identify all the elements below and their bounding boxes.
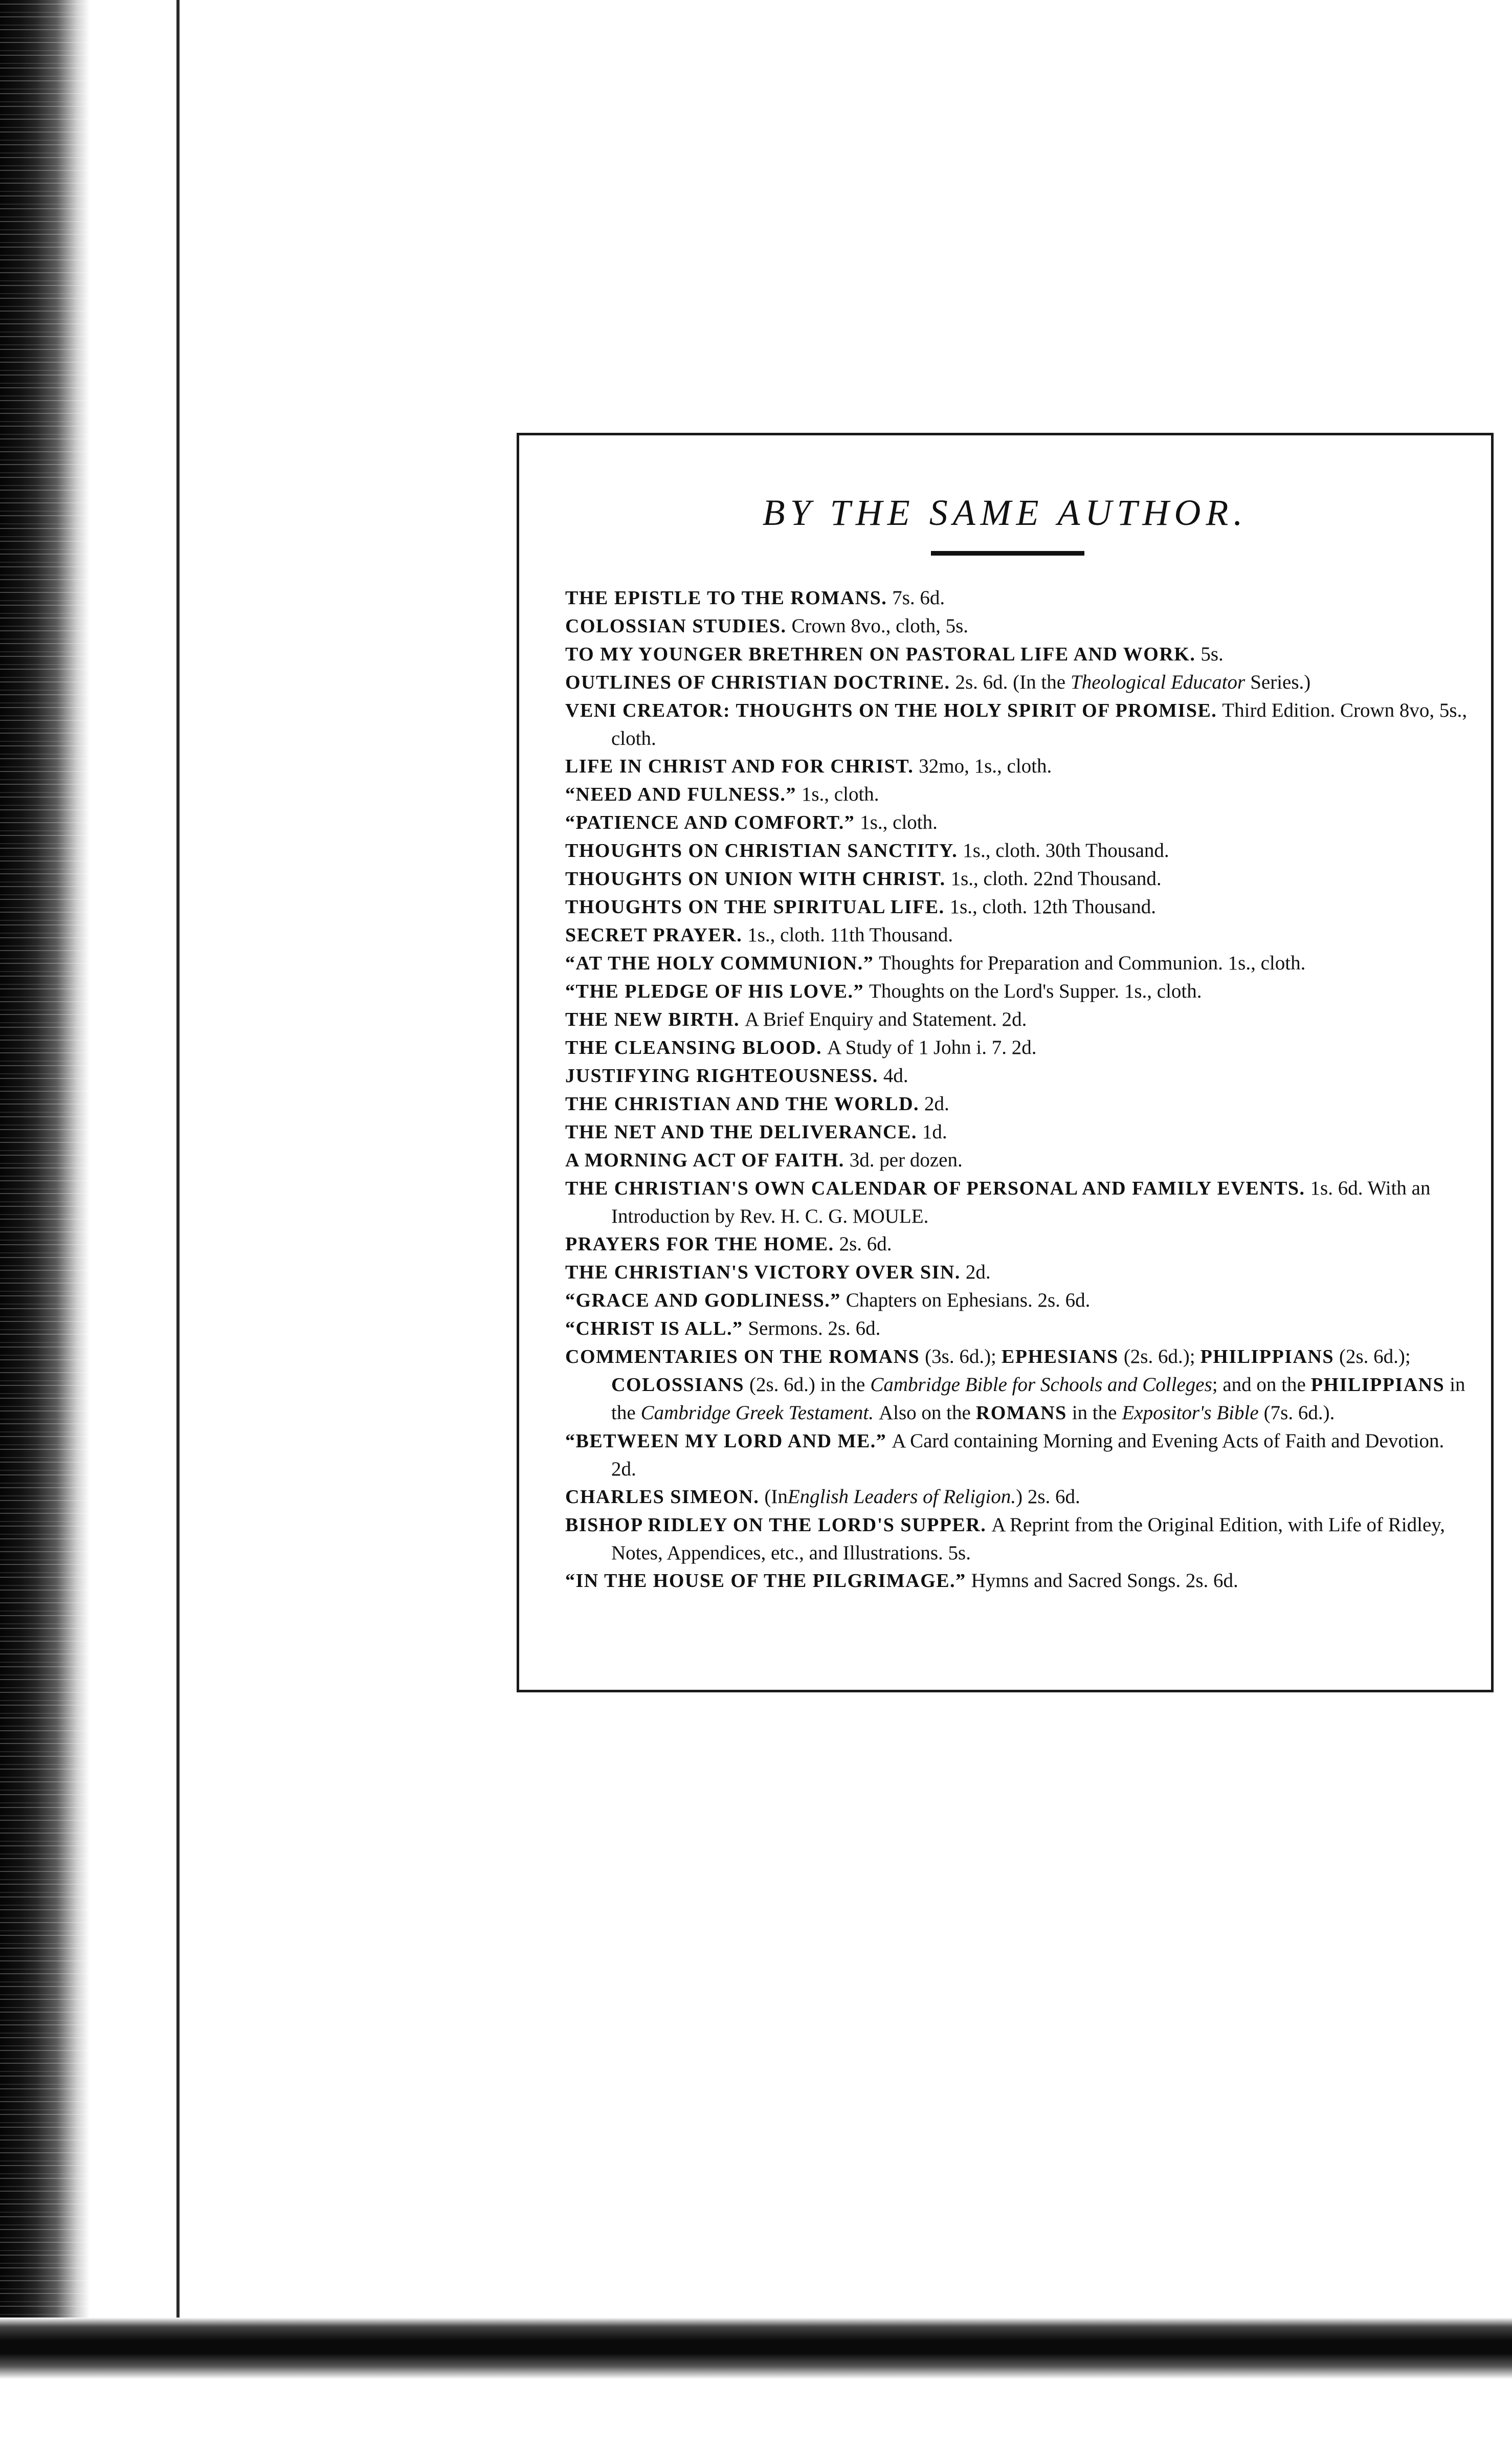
book-title: “GRACE AND GODLINESS.”	[565, 1290, 841, 1311]
book-detail: Thoughts for Preparation and Communion. 1s., cloth.	[879, 952, 1306, 974]
book-title: JUSTIFYING RIGHTEOUSNESS.	[565, 1065, 878, 1087]
book-detail: ) 2s. 6d.	[1016, 1486, 1080, 1508]
book-detail: 1s., cloth. 22nd Thousand.	[950, 868, 1162, 890]
series-name: Cambridge Bible for Schools and Colleges	[870, 1374, 1212, 1396]
list-item	[565, 977, 1471, 1005]
list-item	[565, 1090, 1471, 1118]
price: (2s. 6d.);	[1123, 1345, 1195, 1367]
book-title: PHILIPPIANS	[1310, 1374, 1445, 1396]
book-title: “BETWEEN MY LORD AND ME.”	[565, 1430, 887, 1452]
book-detail: Hymns and Sacred Songs. 2s. 6d.	[971, 1570, 1238, 1592]
book-detail: 1s. 6d. With an Introduction by Rev. H. C. G. MOULE.	[611, 1177, 1431, 1227]
book-detail: 1s., cloth. 11th Thousand.	[747, 924, 953, 946]
book-detail: 1s., cloth. 12th Thousand.	[949, 896, 1156, 918]
book-title: THOUGHTS ON UNION WITH CHRIST.	[565, 868, 946, 890]
book-title: PRAYERS FOR THE HOME.	[565, 1233, 834, 1255]
series-name: Theological Educator	[1071, 671, 1246, 693]
book-title: THE CLEANSING BLOOD.	[565, 1037, 822, 1058]
price: (2s. 6d.) in the	[749, 1374, 865, 1396]
book-detail: 3d. per dozen.	[849, 1149, 963, 1171]
list-item	[565, 1230, 1471, 1258]
book-detail: 1s., cloth.	[801, 783, 879, 805]
book-title: “NEED AND FULNESS.”	[565, 784, 796, 805]
price: (2s. 6d.);	[1339, 1345, 1411, 1367]
book-title: THE CHRISTIAN AND THE WORLD.	[565, 1093, 920, 1115]
list-item	[565, 1427, 1471, 1483]
book-title: COLOSSIAN STUDIES.	[565, 615, 787, 637]
book-detail: Sermons. 2s. 6d.	[748, 1317, 881, 1339]
book-title: BISHOP RIDLEY ON THE LORD'S SUPPER.	[565, 1514, 987, 1536]
list-item	[565, 1258, 1471, 1286]
book-title: COMMENTARIES ON THE ROMANS	[565, 1346, 920, 1367]
book-title: ROMANS	[975, 1402, 1067, 1424]
book-detail: (In	[764, 1486, 788, 1508]
list-item	[565, 1286, 1471, 1314]
list-item	[565, 1567, 1471, 1595]
list-item	[565, 752, 1471, 780]
connector-text: ; and on the	[1212, 1374, 1306, 1396]
book-detail: Crown 8vo., cloth, 5s.	[791, 615, 969, 637]
heading-rule	[931, 551, 1084, 556]
list-item	[565, 921, 1471, 949]
list-item	[565, 1314, 1471, 1342]
book-title: LIFE IN CHRIST AND FOR CHRIST.	[565, 756, 914, 777]
book-title: OUTLINES OF CHRISTIAN DOCTRINE.	[565, 672, 950, 693]
book-title: THOUGHTS ON CHRISTIAN SANCTITY.	[565, 840, 958, 862]
book-title: THE EPISTLE TO THE ROMANS.	[565, 587, 887, 609]
book-title: PHILIPPIANS	[1200, 1346, 1334, 1367]
book-title: EPHESIANS	[1001, 1346, 1119, 1367]
book-title: “IN THE HOUSE OF THE PILGRIMAGE.”	[565, 1570, 966, 1592]
connector-text: in the	[1072, 1402, 1117, 1424]
book-detail: Thoughts on the Lord's Supper. 1s., cloth.	[869, 980, 1202, 1002]
book-detail: 1s., cloth. 30th Thousand.	[963, 840, 1169, 862]
list-item	[565, 780, 1471, 808]
list-item	[565, 584, 1471, 612]
book-detail: 4d.	[883, 1065, 908, 1087]
book-detail: Series.)	[1250, 671, 1311, 693]
connector-text: Also on the	[878, 1402, 971, 1424]
book-detail: 32mo, 1s., cloth.	[919, 755, 1052, 777]
book-list	[565, 584, 1471, 1595]
price: (3s. 6d.);	[925, 1345, 996, 1367]
book-detail: A Card containing Morning and Evening Acts of Faith and Devotion. 2d.	[611, 1430, 1444, 1480]
book-detail: 7s. 6d.	[892, 587, 945, 609]
book-detail: Third Edition. Crown 8vo, 5s., cloth.	[611, 699, 1467, 749]
list-item	[565, 1146, 1471, 1174]
series-name: Cambridge Greek Testament.	[640, 1402, 874, 1424]
series-name: Expositor's Bible	[1122, 1402, 1259, 1424]
book-detail: 2d.	[924, 1093, 949, 1115]
list-item	[565, 836, 1471, 865]
page-heading: BY THE SAME AUTHOR.	[762, 492, 1248, 533]
book-title: CHARLES SIMEON.	[565, 1486, 760, 1508]
list-item	[565, 1483, 1471, 1511]
book-detail: A Reprint from the Original Edition, with Life of Ridley, Notes, Appendices, etc., and Illustrations. 5s.	[611, 1514, 1445, 1564]
book-title: “THE PLEDGE OF HIS LOVE.”	[565, 981, 864, 1002]
advertisement-box	[517, 433, 1494, 1692]
series-name: English Leaders of Religion.	[787, 1486, 1016, 1508]
list-item	[565, 1118, 1471, 1146]
page-gutter-edge	[176, 0, 180, 2343]
connector-text: in the	[611, 1374, 1465, 1424]
book-detail: A Brief Enquiry and Statement. 2d.	[745, 1008, 1027, 1030]
book-title: COLOSSIANS	[611, 1374, 744, 1396]
list-item	[565, 668, 1471, 696]
book-title: THE NET AND THE DELIVERANCE.	[565, 1121, 917, 1143]
list-item	[565, 1005, 1471, 1033]
book-title: THOUGHTS ON THE SPIRITUAL LIFE.	[565, 896, 945, 918]
book-title: SECRET PRAYER.	[565, 924, 743, 946]
book-title: THE CHRISTIAN'S OWN CALENDAR OF PERSONAL AND FAMILY EVENTS.	[565, 1178, 1305, 1199]
book-title: TO MY YOUNGER BRETHREN ON PASTORAL LIFE AND WORK.	[565, 644, 1196, 665]
spine-texture	[0, 0, 90, 2364]
list-item	[565, 949, 1471, 977]
book-detail: 2s. 6d. (In the	[955, 671, 1066, 693]
book-detail: 2d.	[965, 1261, 991, 1283]
list-item	[565, 696, 1471, 752]
book-detail: Chapters on Ephesians. 2s. 6d.	[846, 1289, 1091, 1311]
list-item	[565, 1174, 1471, 1230]
list-item	[565, 640, 1471, 668]
book-detail: 1d.	[922, 1121, 947, 1143]
book-title: “CHRIST IS ALL.”	[565, 1318, 743, 1339]
book-title: THE NEW BIRTH.	[565, 1009, 740, 1030]
book-title: VENI CREATOR: THOUGHTS ON THE HOLY SPIRIT OF PROMISE.	[565, 700, 1217, 721]
book-detail: 1s., cloth.	[860, 811, 938, 833]
book-title: “AT THE HOLY COMMUNION.”	[565, 953, 874, 974]
list-item	[565, 808, 1471, 836]
list-item	[565, 893, 1471, 921]
list-item	[565, 865, 1471, 893]
list-item	[565, 1511, 1471, 1567]
book-title: “PATIENCE AND COMFORT.”	[565, 812, 855, 833]
book-detail: 5s.	[1200, 643, 1224, 665]
list-item	[565, 1033, 1471, 1062]
list-item	[565, 1062, 1471, 1090]
book-title: A MORNING ACT OF FAITH.	[565, 1150, 844, 1171]
list-item	[565, 612, 1471, 640]
book-title: THE CHRISTIAN'S VICTORY OVER SIN.	[565, 1262, 961, 1283]
list-item-commentaries	[565, 1342, 1471, 1427]
price: (7s. 6d.).	[1263, 1402, 1335, 1424]
book-detail: 2s. 6d.	[839, 1233, 892, 1255]
bottom-scan-edge	[0, 2318, 1512, 2379]
book-detail: A Study of 1 John i. 7. 2d.	[827, 1036, 1037, 1058]
